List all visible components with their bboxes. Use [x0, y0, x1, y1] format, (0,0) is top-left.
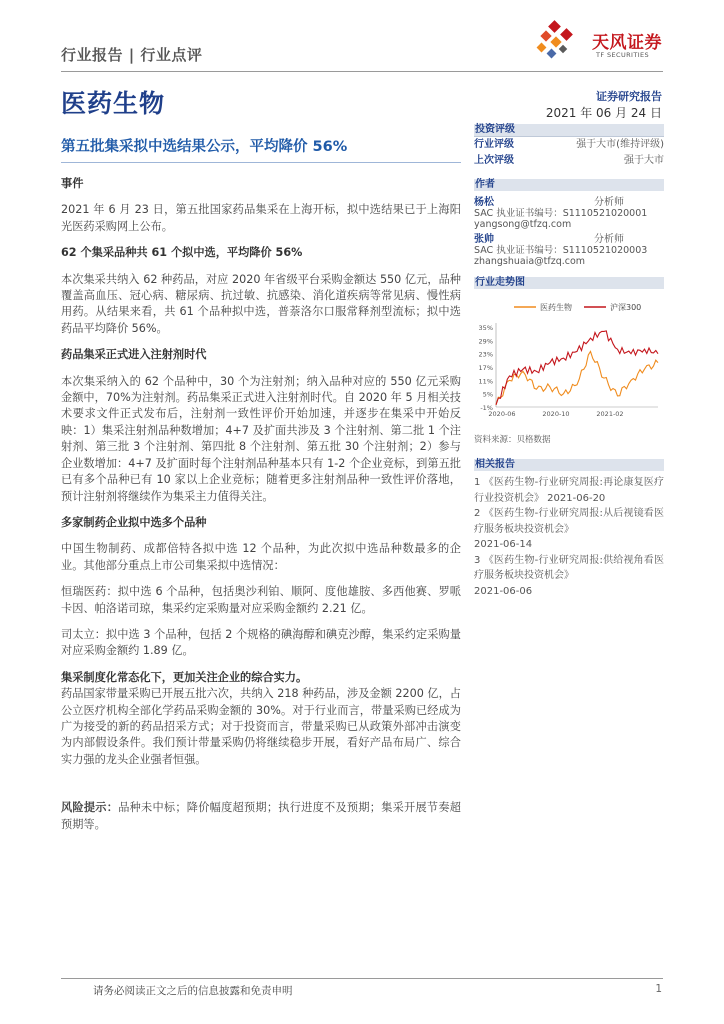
section-1-heading: 62 个集采品种共 61 个拟中选，平均降价 56% [61, 246, 303, 260]
legend-item-1 [514, 302, 572, 312]
legend-label: 医药生物 [540, 303, 572, 312]
author-2-email[interactable]: zhangshuaia@tfzq.com [474, 256, 586, 267]
author-2 [474, 234, 664, 267]
related-report-1[interactable]: 1 《医药生物-行业研究周报:再论康复医疗行业投资机会》 2021-06-20 [474, 477, 664, 504]
author-2-name: 张帅 [474, 234, 494, 245]
section-2-heading: 药品集采正式进入注射剂时代 [61, 348, 207, 362]
series-line-1 [496, 351, 658, 404]
section-4-heading: 集采制度化常态化下，更加关注企业的综合实力。 [61, 670, 308, 684]
x-tick-label: 2021-02 [596, 410, 624, 418]
logo-text-cn: 天风证券 [592, 33, 662, 53]
risk-label: 风险提示： [61, 801, 119, 815]
section-3-starry: 司太立：拟中选 3 个品种，包括 2 个规格的碘海醇和碘克沙醇，集采约定采购量对应采购金额约 1.89 亿。 [61, 627, 461, 658]
related-reports [474, 475, 664, 599]
author-1-email[interactable]: yangsong@tfzq.com [474, 219, 572, 230]
chart-x-axis [488, 407, 658, 418]
trend-header: 行业走势图 [474, 277, 664, 289]
author-1-cert: SAC 执业证书编号：S1110521020001 [474, 208, 648, 219]
footer-disclaimer[interactable]: 请务必阅读正文之后的信息披露和免责申明 [93, 985, 293, 997]
report-title: 第五批集采拟中选结果公示，平均降价 56% [61, 139, 348, 155]
industry-rating-label: 行业评级 [474, 139, 514, 150]
related-report-3[interactable]: 3 《医药生物-行业研究周报:供给视角看医疗服务板块投资机会》 [474, 554, 664, 581]
author-2-cert: SAC 执业证书编号：S1110521020003 [474, 245, 648, 256]
event-paragraph: 2021 年 6 月 23 日，第五批国家药品集采在上海开标，拟中选结果已于上海阳光医药采购网上公布。 [61, 203, 461, 233]
prev-rating-label: 上次评级 [474, 155, 514, 166]
x-tick-label: 2020-10 [542, 410, 570, 418]
chart-y-axis [479, 323, 496, 412]
chart-legend [514, 302, 641, 312]
y-tick-label: -1% [480, 404, 493, 412]
main-body [61, 176, 461, 843]
section-3-heading: 多家制药企业拟中选多个品种 [61, 515, 207, 529]
related-report-2-date: 2021-06-14 [474, 539, 533, 550]
industry-rating-value: 强于大市(维持评级) [576, 139, 664, 150]
rating-header: 投资评级 [474, 124, 664, 136]
report-date: 2021 年 06 月 24 日 [545, 106, 662, 120]
logo-mark-icon [530, 16, 590, 66]
author-1-name: 杨松 [474, 197, 494, 208]
section-3-hengrui: 恒瑞医药：拟中选 6 个品种，包括奥沙利铂、顺阿、度他雄胺、多西他赛、罗哌卡因、帕洛诺司琼，集采约定采购量对应采购金额约 2.21 亿。 [61, 585, 461, 615]
authors-header: 作者 [474, 179, 664, 191]
logo-text-en: TF SECURITIES [596, 51, 650, 59]
event-heading: 事件 [61, 177, 84, 190]
section-1-paragraph: 本次集采共纳入 62 种药品，对应 2020 年省级平台采购金额达 550 亿元，品种覆盖高血压、冠心病、糖尿病、抗过敏、抗感染、消化道疾病等常见病、慢性病用药。从结果来看，共 61 个品种拟中选，普萘洛尔口服常释剂型流标；拟中选药品平均降价 56%。 [61, 272, 461, 335]
y-tick-label: 23% [478, 350, 493, 359]
industry-rating-row [474, 136, 664, 153]
related-report-2[interactable]: 2 《医药生物-行业研究周报:从后视镜看医疗服务板块投资机会》 [474, 508, 664, 535]
report-category: 行业报告 | 行业点评 [61, 46, 203, 64]
page-number: 1 [655, 983, 662, 995]
x-tick-label: 2020-06 [488, 410, 516, 418]
section-3-paragraph: 中国生物制药、成都倍特各拟中选 12 个品种，为此次拟中选品种数最多的企业。其他部分重点上市公司集采拟中选情况： [61, 542, 461, 572]
trend-chart-svg [474, 297, 664, 431]
author-1 [474, 197, 664, 230]
risk-paragraph [61, 800, 461, 833]
legend-label: 沪深300 [610, 303, 642, 312]
title-divider [61, 162, 461, 163]
related-report-3-date: 2021-06-06 [474, 585, 533, 597]
section-4-paragraph: 药品国家带量采购已开展五批六次，共纳入 218 种药品，涉及金额 2200 亿，占公立医疗机构全部化学药品采购金额的 30%。对于行业而言，带量采购已经成为广为接受的新的药品招采方式；对于投资而言，带量采购已从政策外部冲击演变为内部假设条件。我们预计带量采购仍将继续稳步开展，看好产品布局广、综合实力强的龙头企业强者恒强。 [61, 687, 461, 766]
y-tick-label: 35% [478, 324, 493, 332]
chart-lines [496, 331, 658, 405]
series-line-2 [496, 331, 658, 405]
trend-chart [474, 297, 664, 431]
sidebar [474, 124, 664, 599]
y-tick-label: 11% [478, 377, 493, 386]
header-divider [61, 71, 663, 72]
report-type: 证券研究报告 [596, 90, 662, 103]
chart-source: 资料来源：贝格数据 [474, 435, 551, 445]
sector-title: 医药生物 [61, 89, 166, 118]
related-header: 相关报告 [474, 459, 664, 471]
y-tick-label: 5% [482, 390, 493, 399]
y-tick-label: 17% [478, 364, 493, 372]
risk-text: 品种未中标；降价幅度超预期；执行进度不及预期；集采开展节奏超预期等。 [61, 801, 461, 831]
author-2-role: 分析师 [594, 234, 624, 245]
legend-item-2 [584, 302, 641, 312]
footer-divider [61, 978, 663, 979]
y-tick-label: 29% [478, 337, 493, 346]
section-2-paragraph: 本次集采纳入的 62 个品种中，30 个为注射剂；纳入品种对应的 550 亿元采购金额中，70%为注射剂。药品集采正式进入注射剂时代。自 2020 年 5 月相关技术要求文件正式发布后，注射剂一致性评价开始加速，并逐步在集采中开始反映：1）集采注射剂品种数增加；4+7 及扩面共涉及 3 个注射剂、第二批 1 个注射剂、第三批 3 个注射剂、第四批 8 个注射剂、第五批 30 个注射剂；2）参与企业数增加：4+7 及扩面时每个注射剂品种基本只有 1-2 个企业竞标，到第五批已有多个品种已有 10 家以上企业竞标；随着更多注射剂品种一致性评价落地，预计注射剂将继续作为集采主力值得关注。 [61, 374, 461, 503]
author-1-role: 分析师 [594, 197, 624, 208]
prev-rating-value: 强于大市 [624, 155, 664, 166]
prev-rating-row [474, 153, 664, 169]
